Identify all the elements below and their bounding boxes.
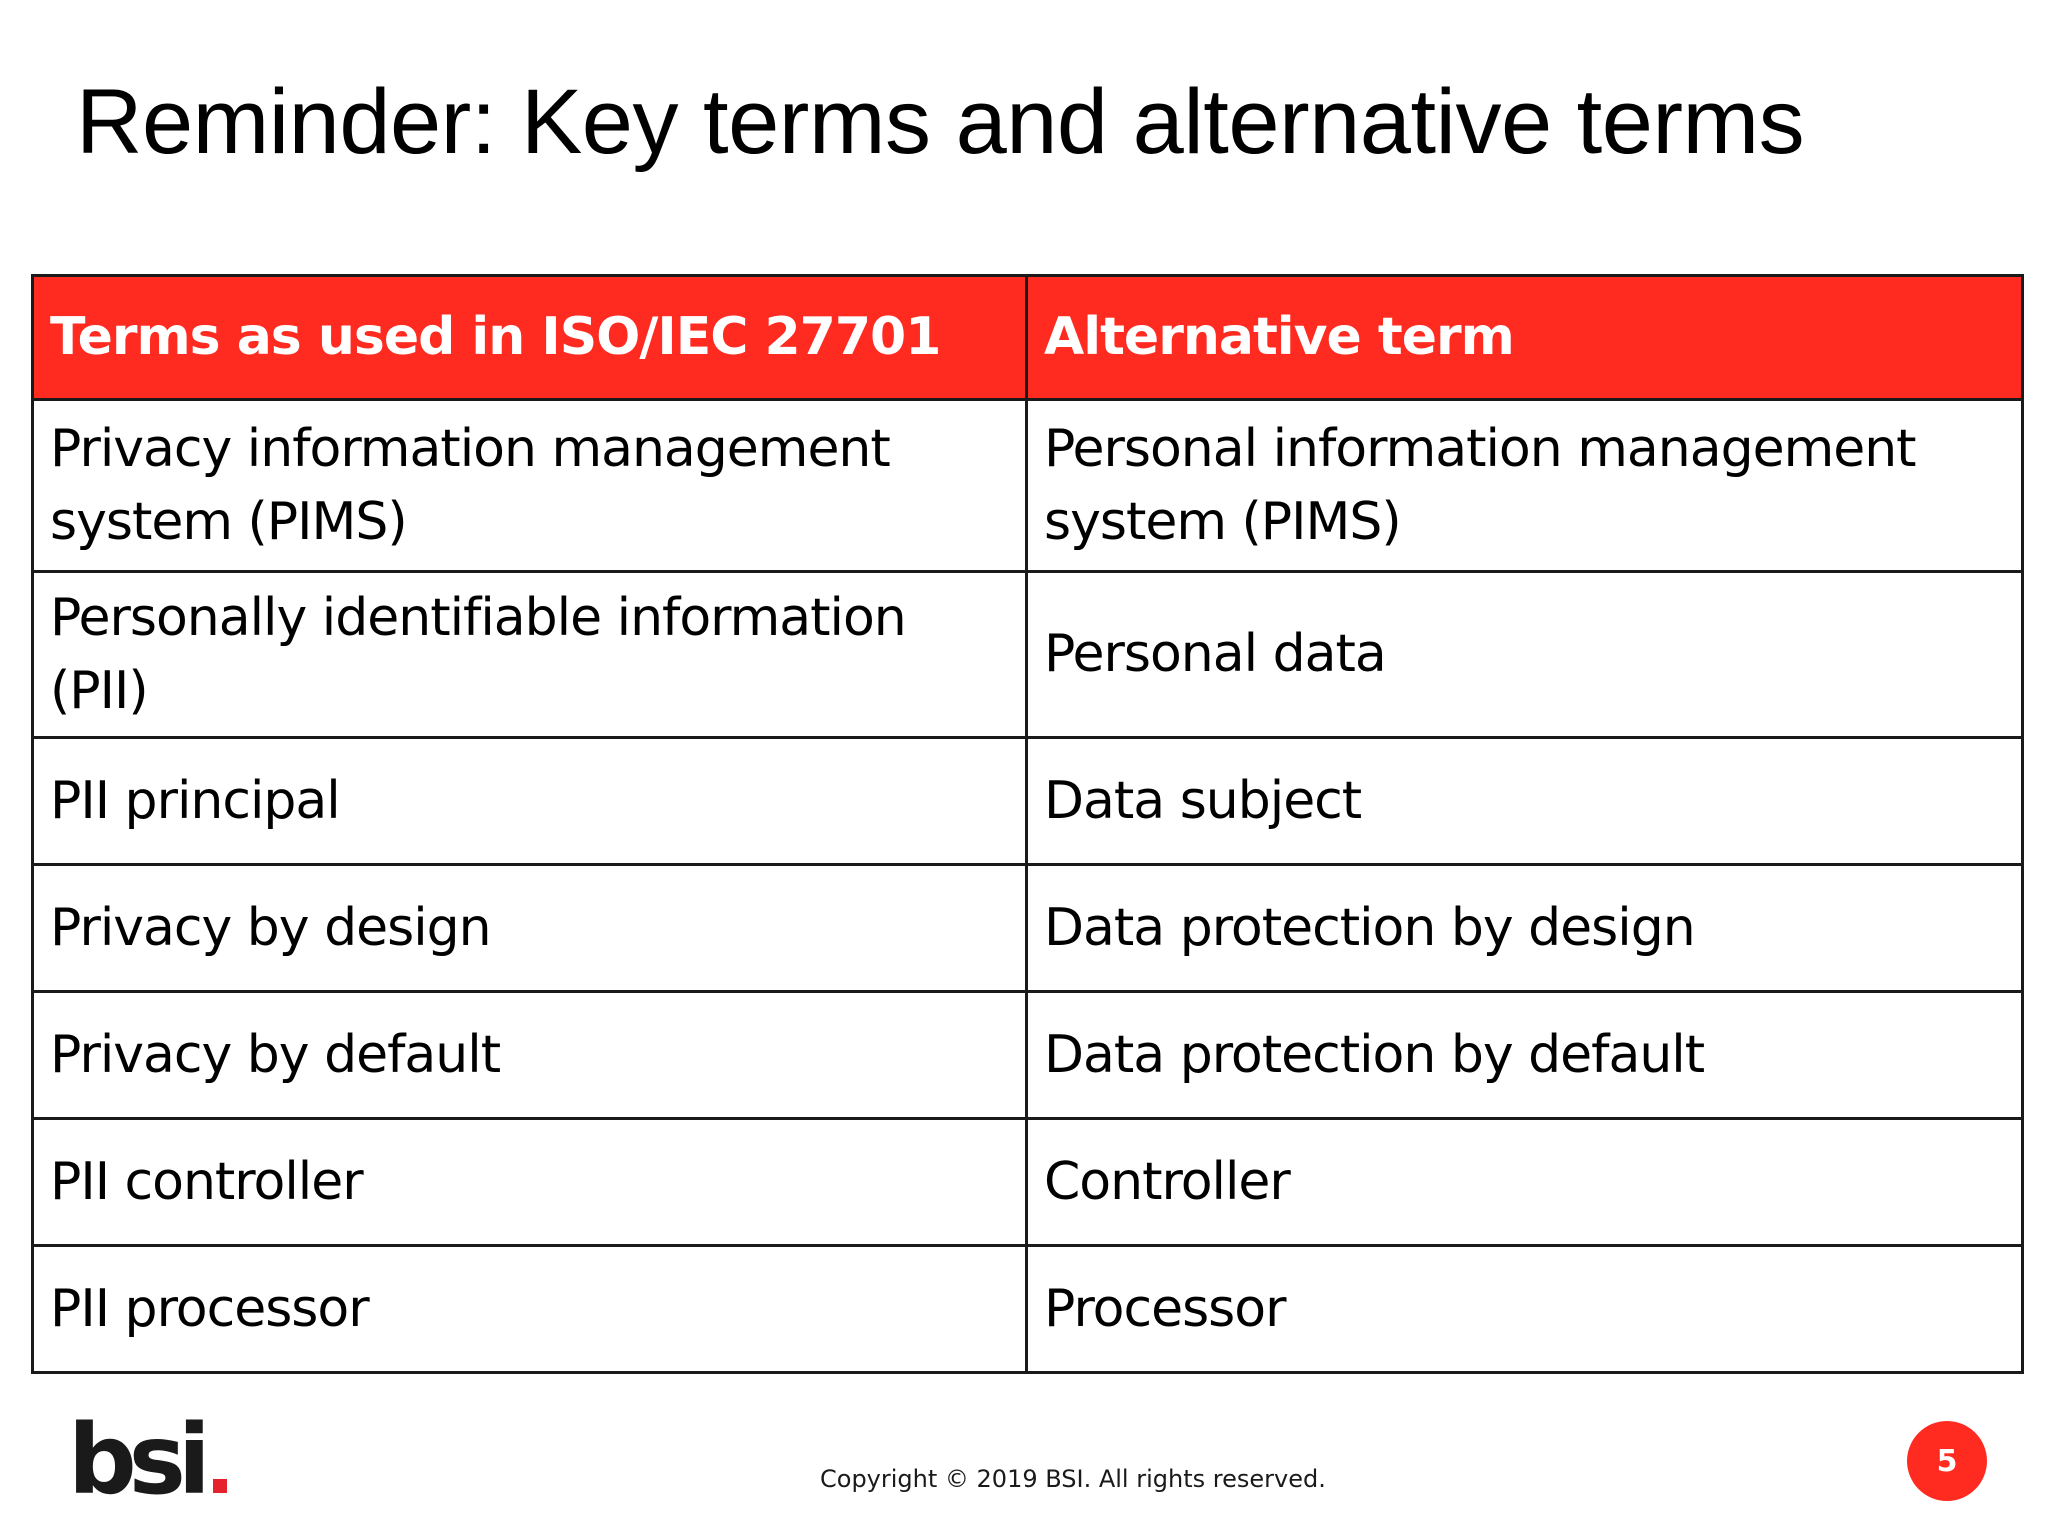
header-iso-terms: Terms as used in ISO/IEC 27701 <box>33 276 1027 400</box>
alternative-term-cell: Controller <box>1027 1119 2023 1246</box>
slide-title: Reminder: Key terms and alternative terms <box>76 71 1805 173</box>
table-row <box>33 738 2023 865</box>
table-row <box>33 1246 2023 1373</box>
copyright-notice: Copyright © 2019 BSI. All rights reserved. <box>820 1465 1326 1493</box>
table-row <box>33 1119 2023 1246</box>
iso-term-cell: PII principal <box>33 738 1027 865</box>
alternative-term-cell: Processor <box>1027 1246 2023 1373</box>
alternative-term-cell: Data subject <box>1027 738 2023 865</box>
table-row <box>33 992 2023 1119</box>
iso-term-cell: PII processor <box>33 1246 1027 1373</box>
iso-term-cell: Personally identifiable information (PII) <box>33 572 1027 738</box>
bsi-logo-dot <box>213 1479 227 1493</box>
page-number-badge: 5 <box>1907 1421 1987 1501</box>
table-row <box>33 865 2023 992</box>
bsi-logo <box>68 1404 227 1516</box>
table-row <box>33 400 2023 572</box>
table-row <box>33 572 2023 738</box>
alternative-term-cell: Personal data <box>1027 572 2023 738</box>
iso-term-cell: PII controller <box>33 1119 1027 1246</box>
alternative-term-cell: Data protection by design <box>1027 865 2023 992</box>
alternative-term-cell: Data protection by default <box>1027 992 2023 1119</box>
iso-term-cell: Privacy by default <box>33 992 1027 1119</box>
iso-term-cell: Privacy by design <box>33 865 1027 992</box>
bsi-logo-text: bsi <box>68 1404 203 1516</box>
table-header-row <box>33 276 2023 400</box>
iso-term-cell: Privacy information management system (PIMS) <box>33 400 1027 572</box>
alternative-term-cell: Personal information management system (PIMS) <box>1027 400 2023 572</box>
header-alternative-term: Alternative term <box>1027 276 2023 400</box>
terms-table <box>31 274 2024 1374</box>
